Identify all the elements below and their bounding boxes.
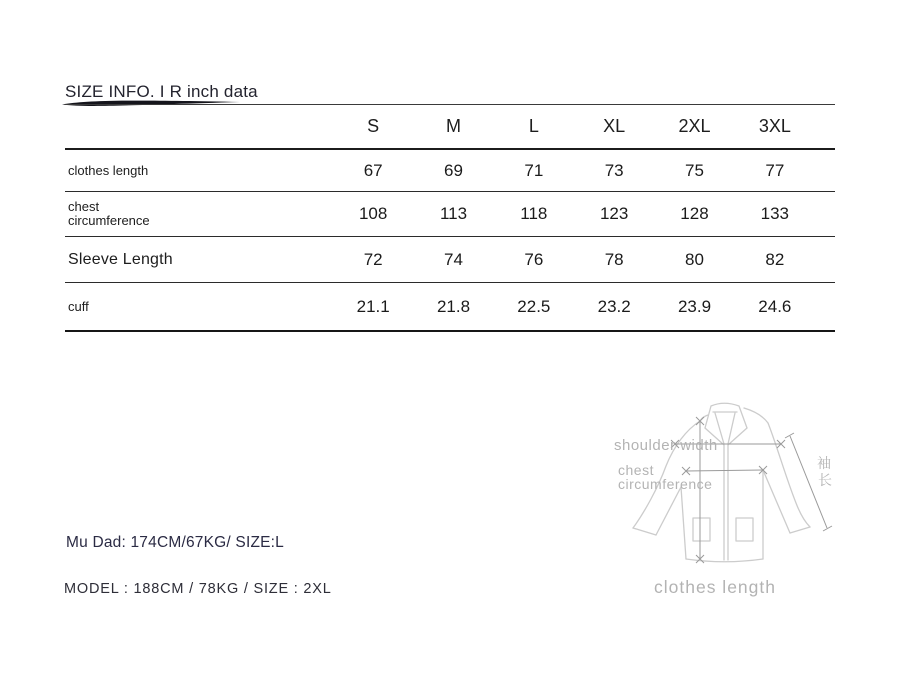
chest-label-line2: circumference (618, 476, 713, 492)
value-cell: 108 (358, 204, 388, 223)
chest-circumference-line (686, 470, 763, 471)
value-cell: 23.2 (597, 296, 631, 316)
value-cell: 128 (680, 204, 709, 223)
column-header-s: S (367, 116, 380, 136)
fit-note: Mu Dad: 174CM/67KG/ SIZE:L (66, 534, 284, 551)
value-cell: 69 (444, 160, 463, 180)
sleeve-length-cn-label-char2: 长 (818, 472, 832, 488)
value-cell: 67 (363, 160, 383, 180)
value-cell: 80 (685, 249, 704, 269)
value-cell: 71 (524, 160, 544, 180)
value-cell: 123 (599, 204, 629, 223)
value-cell: 21.1 (356, 296, 390, 316)
row-label-clothes-length: clothes length (68, 163, 149, 178)
row-label-cuff: cuff (68, 299, 89, 314)
value-cell: 75 (685, 160, 704, 180)
chest-label-line1: chest (618, 462, 654, 478)
jacket-measurement-diagram (596, 388, 876, 618)
row-label-chest-circumference (65, 200, 333, 228)
shoulder-width-label: shoulder width (614, 437, 718, 454)
size-table (65, 104, 835, 332)
value-cell: 113 (439, 204, 468, 223)
value-cell: 82 (765, 249, 785, 269)
value-cell: 78 (604, 249, 624, 269)
value-cell: 133 (760, 204, 790, 223)
column-header-l: L (528, 116, 539, 136)
value-cell: 72 (363, 249, 383, 269)
column-header-2xl: 2XL (678, 116, 711, 136)
model-note: MODEL : 188CM / 78KG / SIZE : 2XL (64, 581, 332, 597)
row-label-line1: chest (68, 199, 100, 214)
value-cell: 21.8 (436, 296, 471, 316)
clothes-length-label: clothes length (654, 577, 776, 597)
value-cell: 74 (444, 249, 463, 269)
row-label-sleeve-length: Sleeve Length (68, 250, 173, 268)
column-header-3xl: 3XL (758, 116, 791, 136)
size-table-header-row (65, 105, 835, 150)
sleeve-length-cn-label-char1: 袖 (817, 455, 831, 471)
value-cell: 73 (604, 160, 624, 180)
row-label-line2: circumference (68, 213, 150, 228)
value-cell: 23.9 (677, 296, 712, 316)
table-row-clothes-length (65, 150, 835, 192)
value-cell: 77 (765, 160, 785, 180)
table-row-chest-circumference (65, 192, 835, 237)
table-row-sleeve-length (65, 237, 835, 283)
column-header-m: M (445, 116, 461, 136)
page-title: SIZE INFO. I R inch data (65, 82, 258, 101)
value-cell: 76 (524, 249, 544, 269)
value-cell: 22.5 (517, 296, 551, 316)
value-cell: 118 (520, 204, 548, 223)
value-cell: 24.6 (758, 296, 792, 316)
table-row-cuff (65, 283, 835, 330)
column-header-xl: XL (603, 116, 626, 136)
